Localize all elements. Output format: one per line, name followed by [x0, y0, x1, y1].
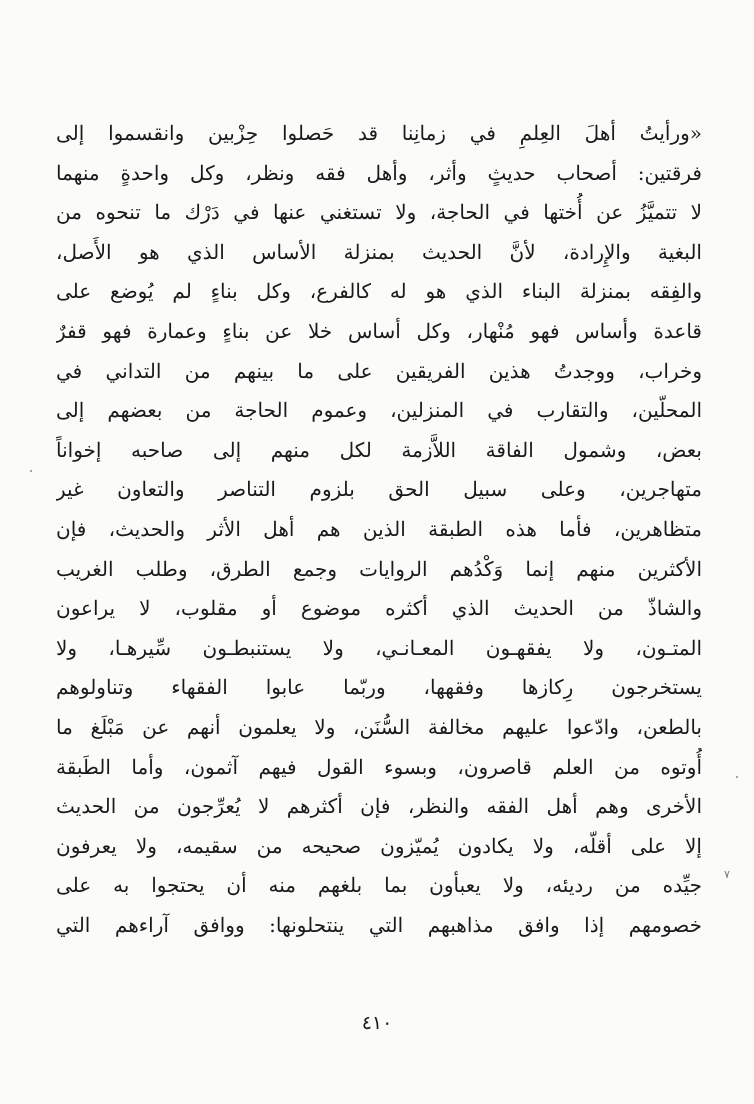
text-line: إلا على أقلّه، ولا يكادون يُميّزون صحيحه من سقيمه، ولا يعرفون [56, 833, 702, 858]
text-line: الأخرى وهم أهل الفقه والنظر، فإن أكثرهم لا يُعرِّجون من الحديث [56, 794, 702, 819]
text-line: البغية والإِرادة، لأنَّ الحديث بمنزلة الأساس الذي هو الأَصل، [56, 239, 702, 264]
text-line: بالطعن، وادّعوا عليهم مخالفة السُّنَن، ولا يعلمون أنهم عن مَبْلَغ ما [56, 714, 702, 739]
text-line: بعض، وشمول الفاقة اللاَّزمة لكل منهم إلى صاحبه إخواناً [56, 437, 702, 462]
margin-mark: ٧ [724, 868, 730, 881]
text-line: وخراب، ووجدتُ هذين الفريقين على ما بينهم من التداني في [56, 358, 702, 383]
text-line: جيِّده من رديئه، ولا يعبأون بما بلغهم منه أن يحتجوا به على [56, 873, 702, 898]
text-line: يستخرجون رِكازها وفقهها، وربّما عابوا الفقهاء وتناولوهم [56, 675, 702, 700]
text-line: متهاجرين، وعلى سبيل الحق بلزوم التناصر والتعاون غير [56, 477, 702, 502]
scan-speck [30, 470, 32, 472]
scan-speck [736, 776, 738, 778]
text-line: خصومهم إذا وافق مذاهبهم التي ينتحلونها: ووافق آراءهم التي [56, 912, 702, 937]
text-line: «ورأيتُ أهلَ العِلمِ في زمانِنا قد حَصلوا حِزْبين وانقسموا إلى [56, 121, 702, 145]
text-line: والشاذّ من الحديث الذي أكثره موضوع أو مقلوب، لا يراعون [56, 596, 702, 621]
text-line: فرقتين: أصحاب حديثٍ وأثر، وأهل فقه ونظر، وكل واحدةٍ منهما [56, 160, 702, 185]
text-line: أُوتوه من العلم قاصرون، وبسوء القول فيهم آثمون، وأما الطَبقة [56, 754, 702, 779]
text-line: الأكثرين منهم إنما وَكْدُهم الروايات وجمع الطرق، وطلب الغريب [56, 556, 702, 581]
text-line: متظاهرين، فأما هذه الطبقة الذين هم أهل الأثر والحديث، فإن [56, 516, 702, 541]
text-line: المحلّين، والتقارب في المنزلين، وعموم الحاجة من بعضهم إلى [56, 398, 702, 423]
page-number: ٤١٠ [361, 1012, 393, 1034]
text-line: لا تتميَّزُ عن أُختها في الحاجة، ولا تستغني عنها في دَرْك ما تنحوه من [56, 200, 702, 225]
text-line: قاعدة وأساس فهو مُنْهار، وكل أساس خلا عن بناءٍ وعمارة فهو قفرٌ [56, 318, 702, 343]
body-text [56, 114, 702, 945]
text-line: المتـون، ولا يفقهـون المعـانـي، ولا يستنبطـون سِّيرهـا، ولا [56, 635, 702, 660]
text-line: والفِقه بمنزلة البناء الذي هو له كالفرع، وكل بناءٍ لم يُوضع على [56, 279, 702, 304]
